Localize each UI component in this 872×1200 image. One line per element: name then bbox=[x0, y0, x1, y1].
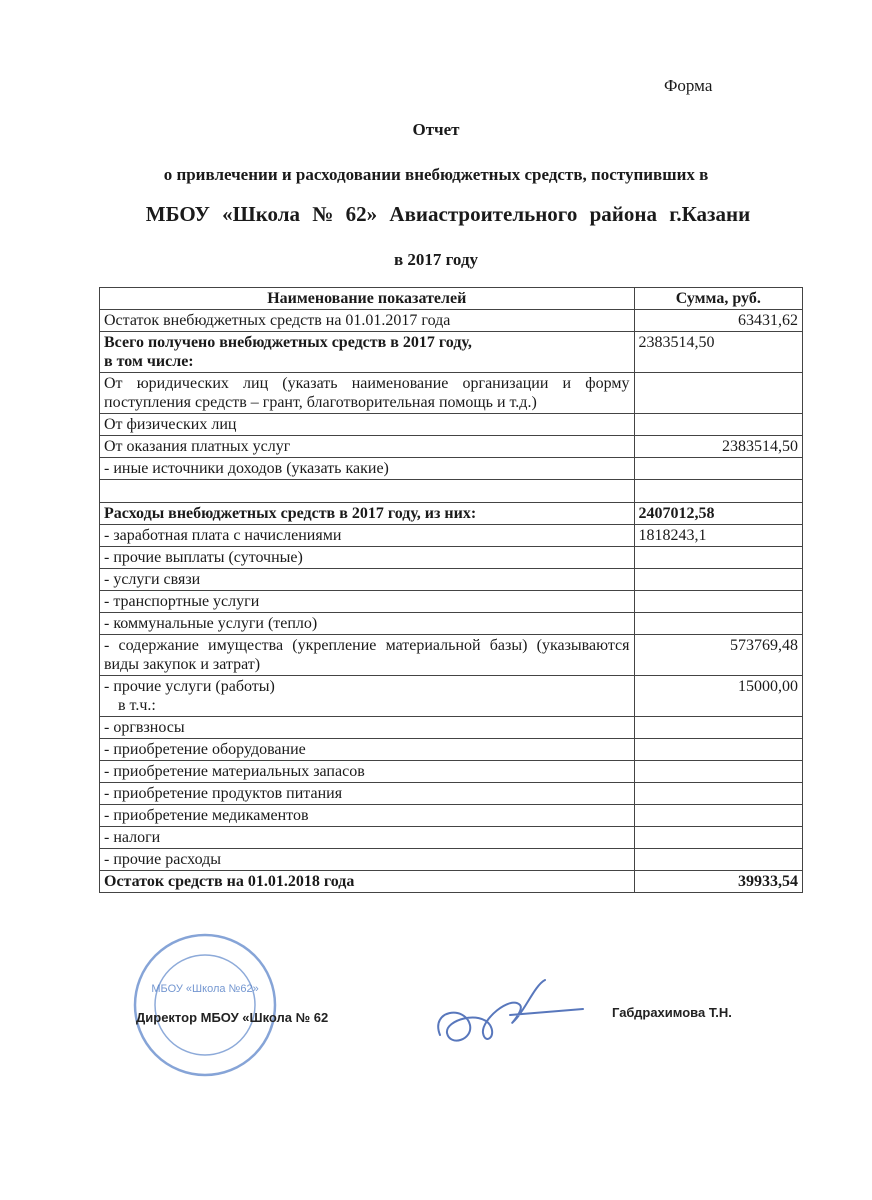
row-label: - услуги связи bbox=[100, 569, 635, 591]
row-label: - приобретение медикаментов bbox=[100, 805, 635, 827]
row-label: - приобретение материальных запасов bbox=[100, 761, 635, 783]
row-label: - коммунальные услуги (тепло) bbox=[100, 613, 635, 635]
header-sum: Сумма, руб. bbox=[634, 288, 802, 310]
table-row bbox=[100, 613, 803, 635]
header-indicator: Наименование показателей bbox=[100, 288, 635, 310]
report-subtitle: о привлечении и расходовании внебюджетных средств, поступивших в bbox=[163, 165, 709, 184]
row-label: - заработная плата с начислениями bbox=[100, 525, 635, 547]
stamp-text: МБОУ «Школа №62» bbox=[151, 983, 259, 995]
row-label: - прочие выплаты (суточные) bbox=[100, 547, 635, 569]
table-row bbox=[100, 676, 803, 717]
stamp-inner-ring bbox=[155, 955, 255, 1055]
row-value: 2383514,50 bbox=[634, 436, 802, 458]
table-row bbox=[100, 310, 803, 332]
row-value bbox=[634, 783, 802, 805]
row-value: 2407012,58 bbox=[634, 503, 802, 525]
table-row bbox=[100, 525, 803, 547]
row-value: 2383514,50 bbox=[634, 332, 802, 373]
row-label: - налоги bbox=[100, 827, 635, 849]
table-row bbox=[100, 635, 803, 676]
row-value bbox=[634, 458, 802, 480]
table-row bbox=[100, 761, 803, 783]
school-name: МБОУ «Школа № 62» Авиастроительного района г.Казани bbox=[145, 202, 751, 226]
table-header-row bbox=[100, 288, 803, 310]
director-name: Габдрахимова Т.Н. bbox=[612, 1005, 732, 1020]
row-value bbox=[634, 591, 802, 613]
table-row bbox=[100, 827, 803, 849]
row-label-line1: - прочие услуги (работы) bbox=[104, 678, 275, 695]
row-value: 1818243,1 bbox=[634, 525, 802, 547]
row-label: От юридических лиц (указать наименование организации и форму поступления средств – грант, благотворительная помощь и т.д.) bbox=[100, 373, 635, 414]
row-label-line1: Всего получено внебюджетных средств в 2017 году, bbox=[104, 334, 472, 351]
row-label: - иные источники доходов (указать какие) bbox=[100, 458, 635, 480]
row-value: 15000,00 bbox=[634, 676, 802, 717]
row-label bbox=[100, 676, 635, 717]
table-row bbox=[100, 373, 803, 414]
signature bbox=[425, 975, 585, 1060]
row-value bbox=[634, 547, 802, 569]
table-row bbox=[100, 871, 803, 893]
table-row bbox=[100, 783, 803, 805]
table-row bbox=[100, 436, 803, 458]
form-label: Форма bbox=[664, 76, 713, 95]
row-label: - прочие расходы bbox=[100, 849, 635, 871]
row-value: 39933,54 bbox=[634, 871, 802, 893]
report-table bbox=[99, 287, 803, 893]
row-label: - приобретение продуктов питания bbox=[100, 783, 635, 805]
row-value bbox=[634, 613, 802, 635]
row-value bbox=[634, 717, 802, 739]
row-value bbox=[634, 569, 802, 591]
school-stamp bbox=[130, 930, 280, 1080]
row-value: 573769,48 bbox=[634, 635, 802, 676]
table-row bbox=[100, 739, 803, 761]
row-label: От оказания платных услуг bbox=[100, 436, 635, 458]
row-label: - транспортные услуги bbox=[100, 591, 635, 613]
row-value bbox=[634, 414, 802, 436]
row-label: Остаток средств на 01.01.2018 года bbox=[100, 871, 635, 893]
table-row bbox=[100, 569, 803, 591]
row-label: - содержание имущества (укрепление материальной базы) (указываются виды закупок и затрат) bbox=[100, 635, 635, 676]
row-value bbox=[634, 827, 802, 849]
row-label-line2: в том числе: bbox=[104, 353, 194, 370]
row-value bbox=[634, 739, 802, 761]
row-label: Остаток внебюджетных средств на 01.01.2017 года bbox=[100, 310, 635, 332]
row-label: От физических лиц bbox=[100, 414, 635, 436]
row-value bbox=[634, 805, 802, 827]
row-label: Расходы внебюджетных средств в 2017 году, из них: bbox=[100, 503, 635, 525]
director-title: Директор МБОУ «Школа № 62 bbox=[136, 1010, 329, 1025]
table-row bbox=[100, 717, 803, 739]
table-row bbox=[100, 332, 803, 373]
stamp-outer-ring bbox=[135, 935, 275, 1075]
row-label: - оргвзносы bbox=[100, 717, 635, 739]
table-row bbox=[100, 414, 803, 436]
row-label bbox=[100, 332, 635, 373]
table-row bbox=[100, 458, 803, 480]
report-year: в 2017 году bbox=[393, 250, 479, 269]
table-row bbox=[100, 805, 803, 827]
row-value bbox=[634, 761, 802, 783]
row-label bbox=[100, 480, 635, 503]
table-row bbox=[100, 503, 803, 525]
row-label-line2: в т.ч.: bbox=[118, 697, 156, 714]
row-value bbox=[634, 480, 802, 503]
table-row bbox=[100, 547, 803, 569]
row-label: - приобретение оборудование bbox=[100, 739, 635, 761]
table-row-empty bbox=[100, 480, 803, 503]
table-row bbox=[100, 591, 803, 613]
row-value bbox=[634, 373, 802, 414]
row-value bbox=[634, 849, 802, 871]
report-title: Отчет bbox=[412, 120, 460, 139]
row-value: 63431,62 bbox=[634, 310, 802, 332]
table-row bbox=[100, 849, 803, 871]
